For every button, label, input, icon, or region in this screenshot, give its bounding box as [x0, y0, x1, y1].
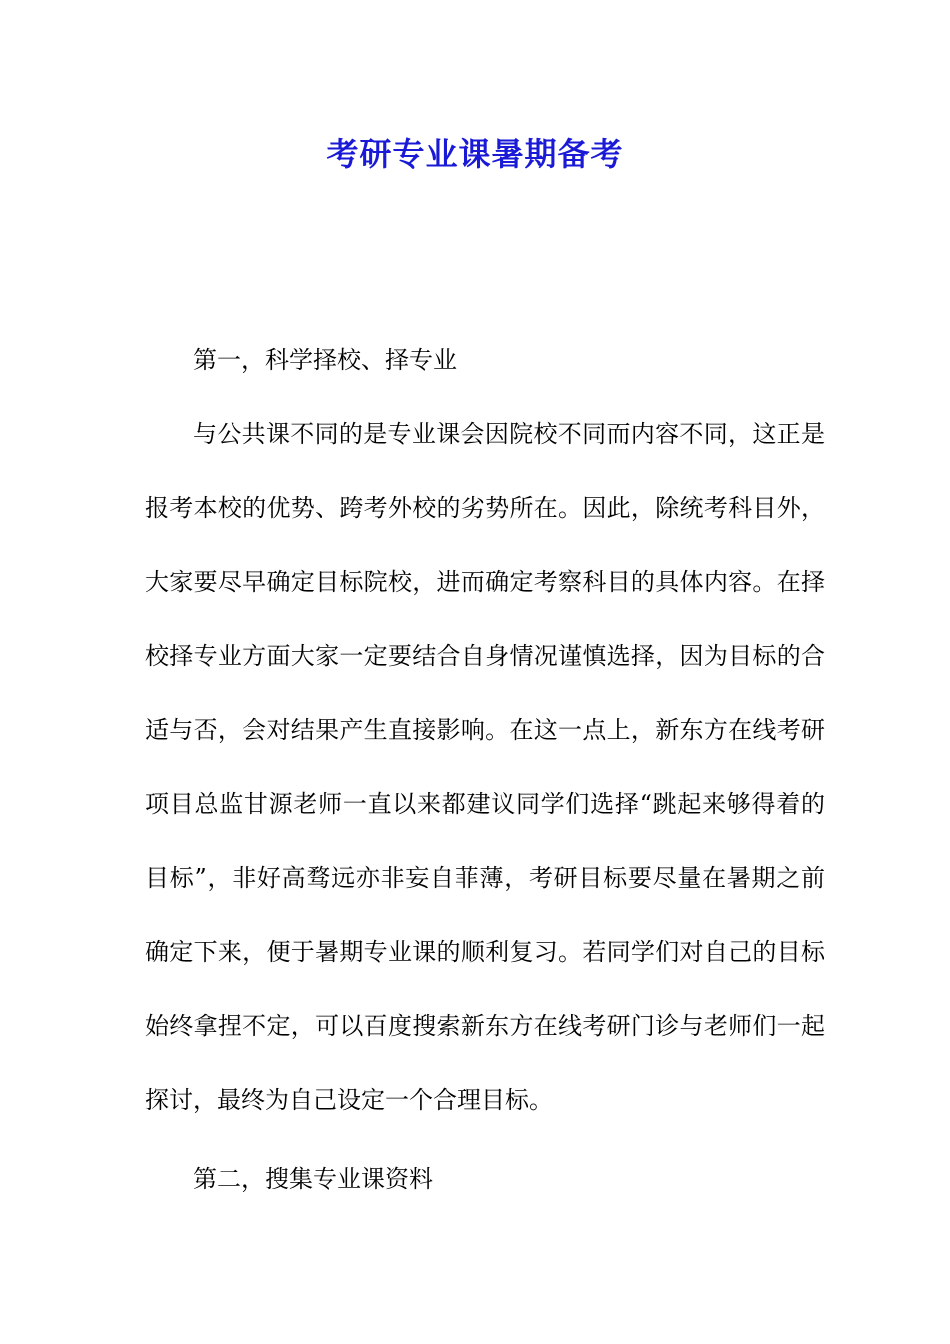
section-heading-2: 第二，搜集专业课资料	[193, 1165, 433, 1193]
section-heading-1: 第一，科学择校、择专业	[193, 346, 457, 374]
section-paragraph-1: 与公共课不同的是专业课会因院校不同而内容不同，这正是报考本校的优势、跨考外校的劣势所在。因此，除统考科目外，大家要尽早确定目标院校，进而确定考察科目的具体内容。在择校择专业方面大家一定要结合自身情况谨慎选择，因为目标的合适与否，会对结果产生直接影响。在这一点上，新东方在线考研项目总监甘源老师一直以来都建议同学们选择“跳起来够得着的目标”，非好高骛远亦非妄自菲薄，考研目标要尽量在暑期之前确定下来，便于暑期专业课的顺利复习。若同学们对自己的目标始终拿捏不定，可以百度搜索新东方在线考研门诊与老师们一起探讨，最终为自己设定一个合理目标。	[145, 420, 825, 1114]
document-title: 考研专业课暑期备考	[326, 135, 624, 173]
